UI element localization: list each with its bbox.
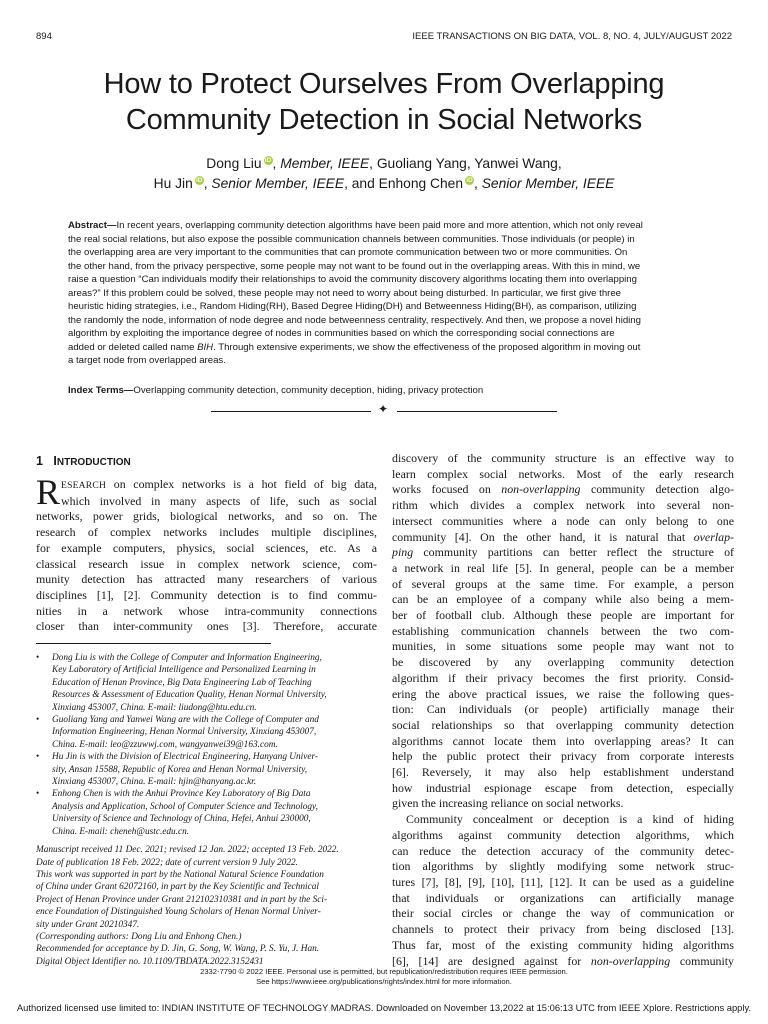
body-line: tion algorithms by slightly modifying some network struc-: [392, 859, 734, 874]
author-list: [30, 154, 738, 194]
body-line: algorithms cannot locate them into overlapping areas? It can: [392, 733, 734, 748]
body-line: discovery of the community structure is an effective way to: [392, 451, 734, 465]
body-line: social relationships so that overlapping community detection: [392, 717, 734, 732]
body-line: given the increasing reliance on social networks.: [392, 796, 624, 811]
body-line: nities in a network whose intra-community connections: [36, 603, 377, 618]
recommended-note: Recommended for acceptance by D. Jin, G. Song, W. Wang, P. S. Yu, J. Han.: [36, 944, 320, 955]
index-terms-label: Index Terms—: [68, 385, 134, 396]
copyright-line: 2332-7790 © 2022 IEEE. Personal use is permitted, but republication/redistribution requires IEEE permission.: [200, 967, 568, 976]
separator-diamond-icon: ✦: [378, 402, 389, 416]
author-role: Senior Member, IEEE: [211, 176, 345, 191]
separator-rule-left: [211, 411, 371, 412]
abstract-line: raise a question “Can individuals modify their relationships to avoid the community discovery algorithms locating them into overlapping: [68, 274, 637, 285]
body-line: how industrial espionage escape from detection, especially: [392, 780, 734, 795]
body-line: can reduce the detection accuracy of the community detec-: [392, 843, 734, 858]
body-line: algorithm if their privacy becomes the first priority. Consid-: [392, 670, 734, 685]
drop-cap: R: [36, 472, 61, 512]
body-line: algorithms against community detection algorithms, which: [392, 827, 734, 842]
body-line: tures [7], [8], [9], [10], [11], [12]. It can be used as a guideline: [392, 874, 734, 889]
abstract-label: Abstract—: [68, 220, 117, 231]
doi-note: Digital Object Identifier no. 10.1109/TBDATA.2022.3152431: [36, 956, 264, 967]
author-names-rest: , Guoliang Yang, Yanwei Wang,: [369, 156, 562, 171]
body-line: for example computers, physics, social sciences, etc. As a: [36, 540, 377, 555]
author-line-2: Hu Jin iD, Senior Member, IEEE, and Enhong Chen iD, Senior Member, IEEE: [153, 176, 615, 191]
body-line: Thus far, most of the existing community hiding algorithms: [392, 937, 734, 952]
body-line: ping community partitions can better reflect the structure of: [392, 545, 734, 560]
bullet-icon: •: [36, 653, 40, 663]
section-heading-introduction: 1 INTRODUCTION: [36, 454, 131, 468]
funding-note: This work was supported in part by the National Natural Science Foundation: [36, 869, 324, 880]
body-line: community [4]. On the other hand, it is natural that overlap-: [392, 529, 734, 544]
body-line: munity detection has attracted many researchers of various: [36, 572, 377, 587]
abstract-line: areas?” If this problem could be solved, these people may not need to worry about being disturbed. In particular, we first give three: [68, 287, 622, 299]
body-line: be discovered by any overlapping community detection: [392, 655, 734, 670]
abstract-line: algorithm by exploiting the importance degree of nodes in communities based on which the corresponding social connections are: [68, 328, 615, 339]
index-terms-text: Overlapping community detection, community deception, hiding, privacy protection: [133, 385, 484, 396]
body-line: [6]. Reversely, it may also help establishment understand: [392, 765, 734, 780]
author-hu-jin: Hu Jin: [153, 176, 193, 191]
body-line: which involved in many aspects of life, such as social: [61, 493, 377, 508]
title-line-2: Community Detection in Social Networks: [125, 104, 643, 136]
license-banner: Authorized licensed use limited to: INDIAN INSTITUTE OF TECHNOLOGY MADRAS. Downloaded on November 13,2022 at 15:06:13 UTC from IEEE Xplore. Restrictions apply.: [16, 1002, 752, 1013]
affiliation-note: • Enhong Chen is with the Anhui Province Key Laboratory of Big Data Analysis and Application, School of Computer Science and Technology, University of Science and Technology of China, Hefei, Anhui 230000, China. E-mail: cheneh@ustc.edu.cn.: [36, 789, 318, 837]
author-enhong-chen: Enhong Chen: [378, 176, 464, 191]
paper-title: [30, 66, 738, 138]
section-number: 1: [36, 454, 43, 468]
abstract-line: heuristic hiding strategies, i.e., Random Hiding(RH), Based Degree Hiding(DH) and Betweenness Hiding(BH), as comparison, utilizing: [68, 301, 637, 312]
body-line: networks, power grids, biological networks, and so on. The: [36, 509, 377, 524]
funding-note: of China under Grant 62072160, in part by the Key Scientific and Technical: [36, 882, 319, 893]
affiliation-note: • Guoliang Yang and Yanwei Wang are with the College of Computer and Information Engineering, Henan Normal University, Xinxiang 453007, China. E-mail: leo@zzuwwj.com, wangyanwei39@163.com.: [36, 715, 319, 750]
abstract: [68, 219, 704, 368]
index-terms: [68, 385, 483, 396]
author-line-1: Dong Liu iD, Member, IEEE, Guoliang Yang, Yanwei Wang,: [206, 156, 562, 171]
abstract-line: the overlapping area are very important to the communities that can promote communication between two or more communities. On: [68, 247, 628, 258]
manuscript-note: Manuscript received 11 Dec. 2021; revised 12 Jan. 2022; accepted 13 Feb. 2022.: [36, 845, 339, 856]
author-role: Senior Member, IEEE: [481, 176, 615, 191]
separator-rule-right: [397, 411, 557, 412]
affiliation-note: • Dong Liu is with the College of Computer and Information Engineering, Key Laboratory of Artificial Intelligence and Personalized Learning in Education of Henan Province, Big Data Engineering Lab of Teaching Resources & Assessment of Education Quality, Henan Normal University, Xinxiang 453007, China. E-mail: liudong@htu.edu.cn.: [36, 653, 327, 713]
body-line: works focused on non-overlapping community detection algo-: [392, 482, 734, 497]
body-line: help the public protect their privacy from corporate interests: [392, 749, 734, 764]
body-line: channels to protect their privacy from being disclosed [13].: [392, 922, 734, 937]
funding-note: ence Foundation of Distinguished Young Scholars of Henan Normal Univer-: [36, 907, 321, 918]
algorithm-name: BIH: [197, 341, 214, 353]
body-line: intersect communities where a node can only belong to one: [392, 513, 734, 528]
orcid-icon[interactable]: iD: [264, 157, 272, 164]
body-line: munities, in some situations some people may want not to: [392, 639, 734, 654]
body-line: can be an employee of a company while also being a mem-: [392, 592, 734, 607]
author-conjunction: , and: [344, 176, 379, 191]
rights-link[interactable]: See https://www.ieee.org/publications/rights/index.html for more information.: [256, 977, 512, 986]
author-dong-liu: Dong Liu: [206, 156, 262, 171]
orcid-icon[interactable]: iD: [466, 177, 473, 184]
bullet-icon: •: [36, 715, 40, 726]
right-column-body: [392, 451, 734, 969]
funding-note: sity under Grant 20210347.: [36, 919, 140, 930]
body-line: research of complex networks includes multiple disciplines,: [36, 525, 377, 540]
left-column-body: [36, 472, 377, 635]
abstract-line: the other hand, from the privacy perspective, some people may not want to be found out in the overlapping areas. With this in mind, we: [68, 260, 641, 272]
title-line-1: How to Protect Ourselves From Overlapping: [103, 68, 665, 100]
funding-note: Project of Henan Province under Grant 212102310381 and in part by the Sci-: [36, 894, 328, 905]
abstract-line: the randomly the node, information of node degree and node betweenness centrality, respectively. And then, we propose a novel hiding: [68, 314, 641, 326]
body-line: tion: Can individuals (or people) artificially manage their: [392, 702, 734, 717]
abstract-line: the real social relations, but also expose the possible communication channels between communities. Those individuals (or people) in: [68, 233, 635, 245]
orcid-icon[interactable]: iD: [196, 177, 203, 184]
body-line: learn complex social networks. Most of the early research: [392, 466, 734, 481]
body-line: rithm which divides a complex network into several non-: [392, 498, 734, 513]
body-line: [6], [14] are designed against for non-overlapping community: [392, 953, 735, 968]
body-line: a network in real life [5]. In general, people can be a member: [392, 560, 734, 575]
abstract-line: added or deleted called name BIH. Through extensive experiments, we show the effectiveness of the proposed algorithm in moving out: [68, 341, 641, 353]
body-line: their social circles or change the way of communication or: [392, 906, 734, 921]
body-line: ering the above practical issues, we raise the following ques-: [392, 686, 734, 701]
page-number: 894: [36, 31, 52, 42]
author-role: Member, IEEE: [280, 156, 370, 171]
body-line: disciplines [1], [2]. Community detection is to find commu-: [36, 587, 377, 602]
bullet-icon: •: [36, 752, 40, 763]
body-line: of several groups at the same time. For example, a person: [392, 576, 734, 591]
corresponding-authors-note: (Corresponding authors: Dong Liu and Enhong Chen.): [36, 931, 242, 942]
affiliation-note: • Hu Jin is with the Division of Electrical Engineering, Hanyang Univer- sity, Ansan 15588, Republic of Korea and Henan Normal University, Xinxiang 453007, China. E-mail: hjin@hanyang.ac.kr.: [36, 752, 319, 788]
footnotes: [36, 652, 381, 968]
body-line: classical research issue in complex network science, com-: [36, 556, 377, 571]
footnote-rule: [36, 643, 271, 644]
body-line: ESEARCH on complex networks is a hot field of big data,: [61, 477, 377, 491]
abstract-line: a target node from overlapped areas.: [68, 355, 226, 366]
abstract-line: Abstract—In recent years, overlapping community detection algorithms have been paid more and more attention, which not only reveal: [68, 220, 643, 231]
bullet-icon: •: [36, 789, 40, 800]
body-line: Community concealment or deception is a kind of hiding: [406, 812, 734, 827]
running-head: IEEE TRANSACTIONS ON BIG DATA, VOL. 8, NO. 4, JULY/AUGUST 2022: [412, 31, 732, 42]
body-line: that individuals or organizations can artificially manage: [392, 890, 734, 905]
body-line: establishing communication channels between the two com-: [392, 623, 734, 638]
manuscript-note: Date of publication 18 Feb. 2022; date of current version 9 July 2022.: [36, 857, 298, 868]
body-line: ber of football club. Although these people are important for: [392, 608, 734, 623]
copyright-notice: [30, 967, 738, 987]
body-line: closer than inter-community ones [3]. Therefore, accurate: [36, 619, 377, 634]
